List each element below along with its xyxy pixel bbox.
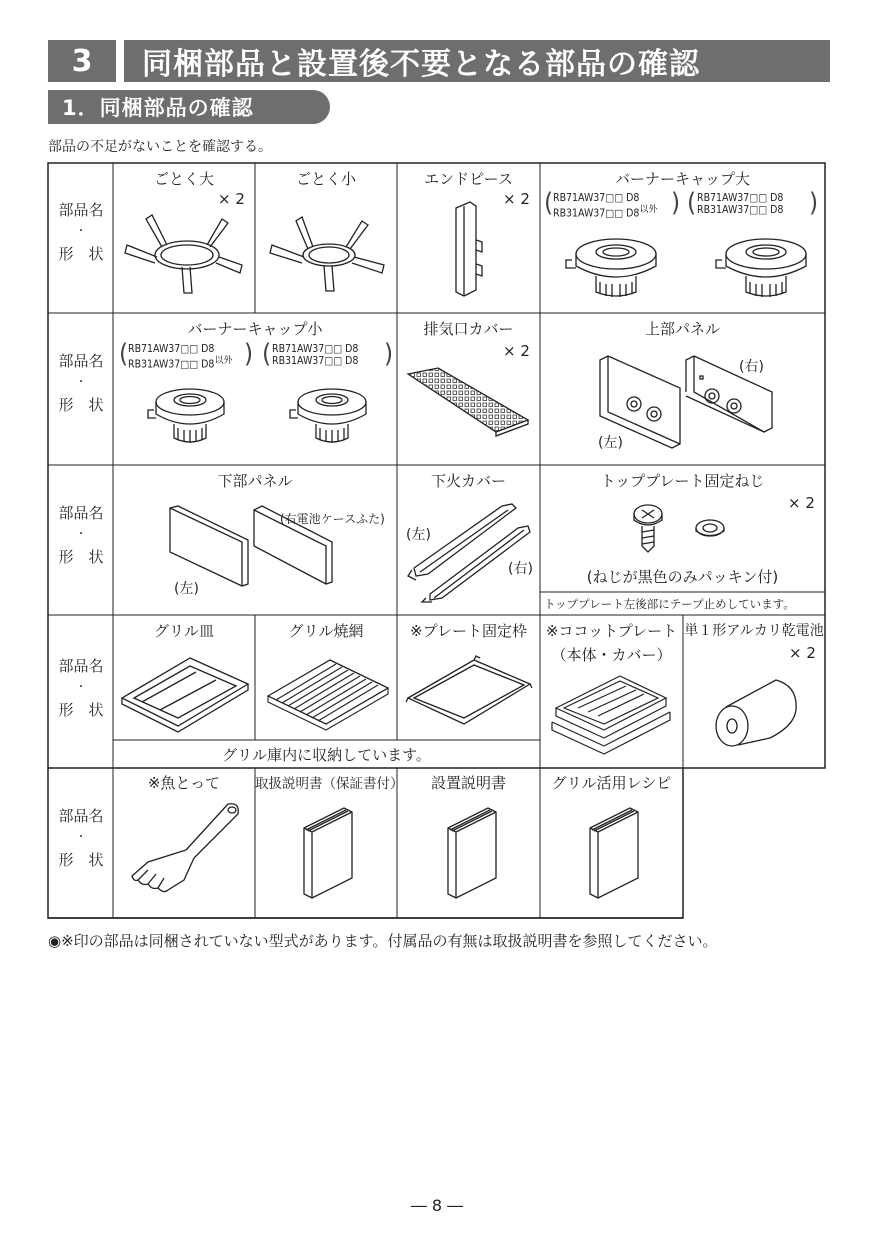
burner-cap-dai-model-b: ( RB71AW37□□ D8 RB31AW37□□ D8 ) bbox=[687, 188, 819, 218]
top-plate-screw-illustration bbox=[628, 500, 738, 556]
grill-dish-illustration bbox=[120, 652, 250, 732]
row-label-1: 部品名 ・ 形 状 bbox=[58, 201, 104, 263]
manual-illustration bbox=[300, 806, 356, 898]
gotoku-sho-label: ごとく小 bbox=[295, 170, 356, 188]
burner-cap-dai-label: バーナーキャップ大 bbox=[614, 170, 750, 188]
cocotte-plate-sub: （本体・カバー） bbox=[551, 646, 672, 664]
gotoku-dai-label: ごとく大 bbox=[153, 170, 214, 188]
battery-label: 単１形アルカリ乾電池 bbox=[684, 623, 824, 639]
lower-fire-cover-left-label: (左) bbox=[406, 527, 431, 543]
lower-panel-label: 下部パネル bbox=[217, 472, 293, 490]
recipe-illustration bbox=[586, 806, 642, 898]
burner-cap-sho-b-illustration bbox=[290, 382, 374, 448]
install-manual-illustration bbox=[444, 806, 500, 898]
plate-frame-label: ※プレート固定枠 bbox=[410, 622, 527, 640]
top-plate-screw-qty: × 2 bbox=[788, 494, 815, 512]
lower-panel-left-label: (左) bbox=[174, 581, 199, 597]
burner-cap-sho-model-b: ( RB71AW37□□ D8 RB31AW37□□ D8 ) bbox=[262, 339, 394, 369]
subsection-title: 1．同梱部品の確認 bbox=[48, 90, 330, 124]
recipe-label: グリル活用レシピ bbox=[551, 774, 672, 792]
lower-panel-illustration bbox=[166, 504, 346, 586]
manual-label: 取扱説明書（保証書付） bbox=[255, 776, 404, 792]
burner-cap-sho-model-a: ( RB71AW37□□ D8 RB31AW37□□ $D8^{以外}$ ) bbox=[119, 339, 254, 371]
grill-net-label: グリル焼網 bbox=[288, 622, 364, 640]
upper-panel-illustration bbox=[598, 352, 778, 448]
row-label-2: 部品名 ・ 形 状 bbox=[58, 352, 104, 414]
lower-panel-right-label: (右電池ケースふた) bbox=[280, 512, 385, 526]
page-number: ― 8 ― bbox=[410, 1196, 464, 1215]
exhaust-cover-label: 排気口カバー bbox=[423, 320, 514, 338]
lower-fire-cover-illustration bbox=[406, 498, 534, 602]
cocotte-plate-label: ※ココットプレート bbox=[545, 622, 678, 640]
lower-fire-cover-label: 下火カバー bbox=[430, 472, 506, 490]
end-piece-label: エンドピース bbox=[424, 170, 513, 188]
battery-illustration bbox=[710, 676, 802, 748]
battery-qty: × 2 bbox=[789, 644, 816, 662]
end-piece-qty: × 2 bbox=[503, 190, 530, 208]
row-label-3: 部品名 ・ 形 状 bbox=[58, 504, 104, 566]
install-manual-label: 設置説明書 bbox=[430, 774, 506, 792]
fish-tongs-illustration bbox=[128, 800, 246, 904]
burner-cap-sho-a-illustration bbox=[148, 382, 232, 448]
burner-cap-dai-model-a: ( RB71AW37□□ D8 RB31AW37□□ $D8^{以外}$ ) bbox=[544, 188, 681, 220]
upper-panel-left-label: (左) bbox=[598, 435, 623, 451]
burner-cap-dai-b-illustration bbox=[720, 232, 812, 302]
top-plate-screw-note: (ねじが黒色のみパッキン付) bbox=[586, 568, 779, 586]
upper-panel-label: 上部パネル bbox=[644, 320, 720, 338]
plate-frame-illustration bbox=[404, 654, 534, 728]
section-number: 3 bbox=[48, 40, 116, 82]
exhaust-cover-qty: × 2 bbox=[503, 342, 530, 360]
top-plate-screw-label: トッププレート固定ねじ bbox=[600, 472, 765, 490]
fish-tongs-label: ※魚とって bbox=[147, 774, 221, 792]
burner-cap-sho-label: バーナーキャップ小 bbox=[187, 320, 323, 338]
upper-panel-right-label: (右) bbox=[739, 359, 764, 375]
burner-cap-dai-a-illustration bbox=[570, 232, 662, 302]
grill-dish-label: グリル皿 bbox=[153, 622, 214, 640]
row-label-5: 部品名 ・ 形 状 bbox=[58, 807, 104, 869]
exhaust-cover-illustration bbox=[404, 366, 532, 436]
end-piece-illustration bbox=[450, 200, 490, 298]
lower-fire-cover-right-label: (右) bbox=[508, 561, 533, 577]
grill-net-illustration bbox=[264, 652, 392, 732]
footnote: ◉※印の部品は同梱されていない型式があります。付属品の有無は取扱説明書を参照してください。 bbox=[48, 932, 718, 950]
grill-stored-note: グリル庫内に収納しています。 bbox=[222, 746, 431, 764]
gotoku-dai-illustration bbox=[122, 205, 247, 295]
section-title: 同梱部品と設置後不要となる部品の確認 bbox=[124, 40, 830, 82]
top-plate-screw-footnote: トッププレート左後部にテープ止めしています。 bbox=[544, 597, 795, 611]
intro-text: 部品の不足がないことを確認する。 bbox=[48, 139, 272, 155]
cocotte-plate-illustration bbox=[548, 668, 674, 754]
gotoku-sho-illustration bbox=[266, 205, 391, 295]
gotoku-dai-qty: × 2 bbox=[218, 190, 245, 208]
row-label-4: 部品名 ・ 形 状 bbox=[58, 657, 104, 719]
